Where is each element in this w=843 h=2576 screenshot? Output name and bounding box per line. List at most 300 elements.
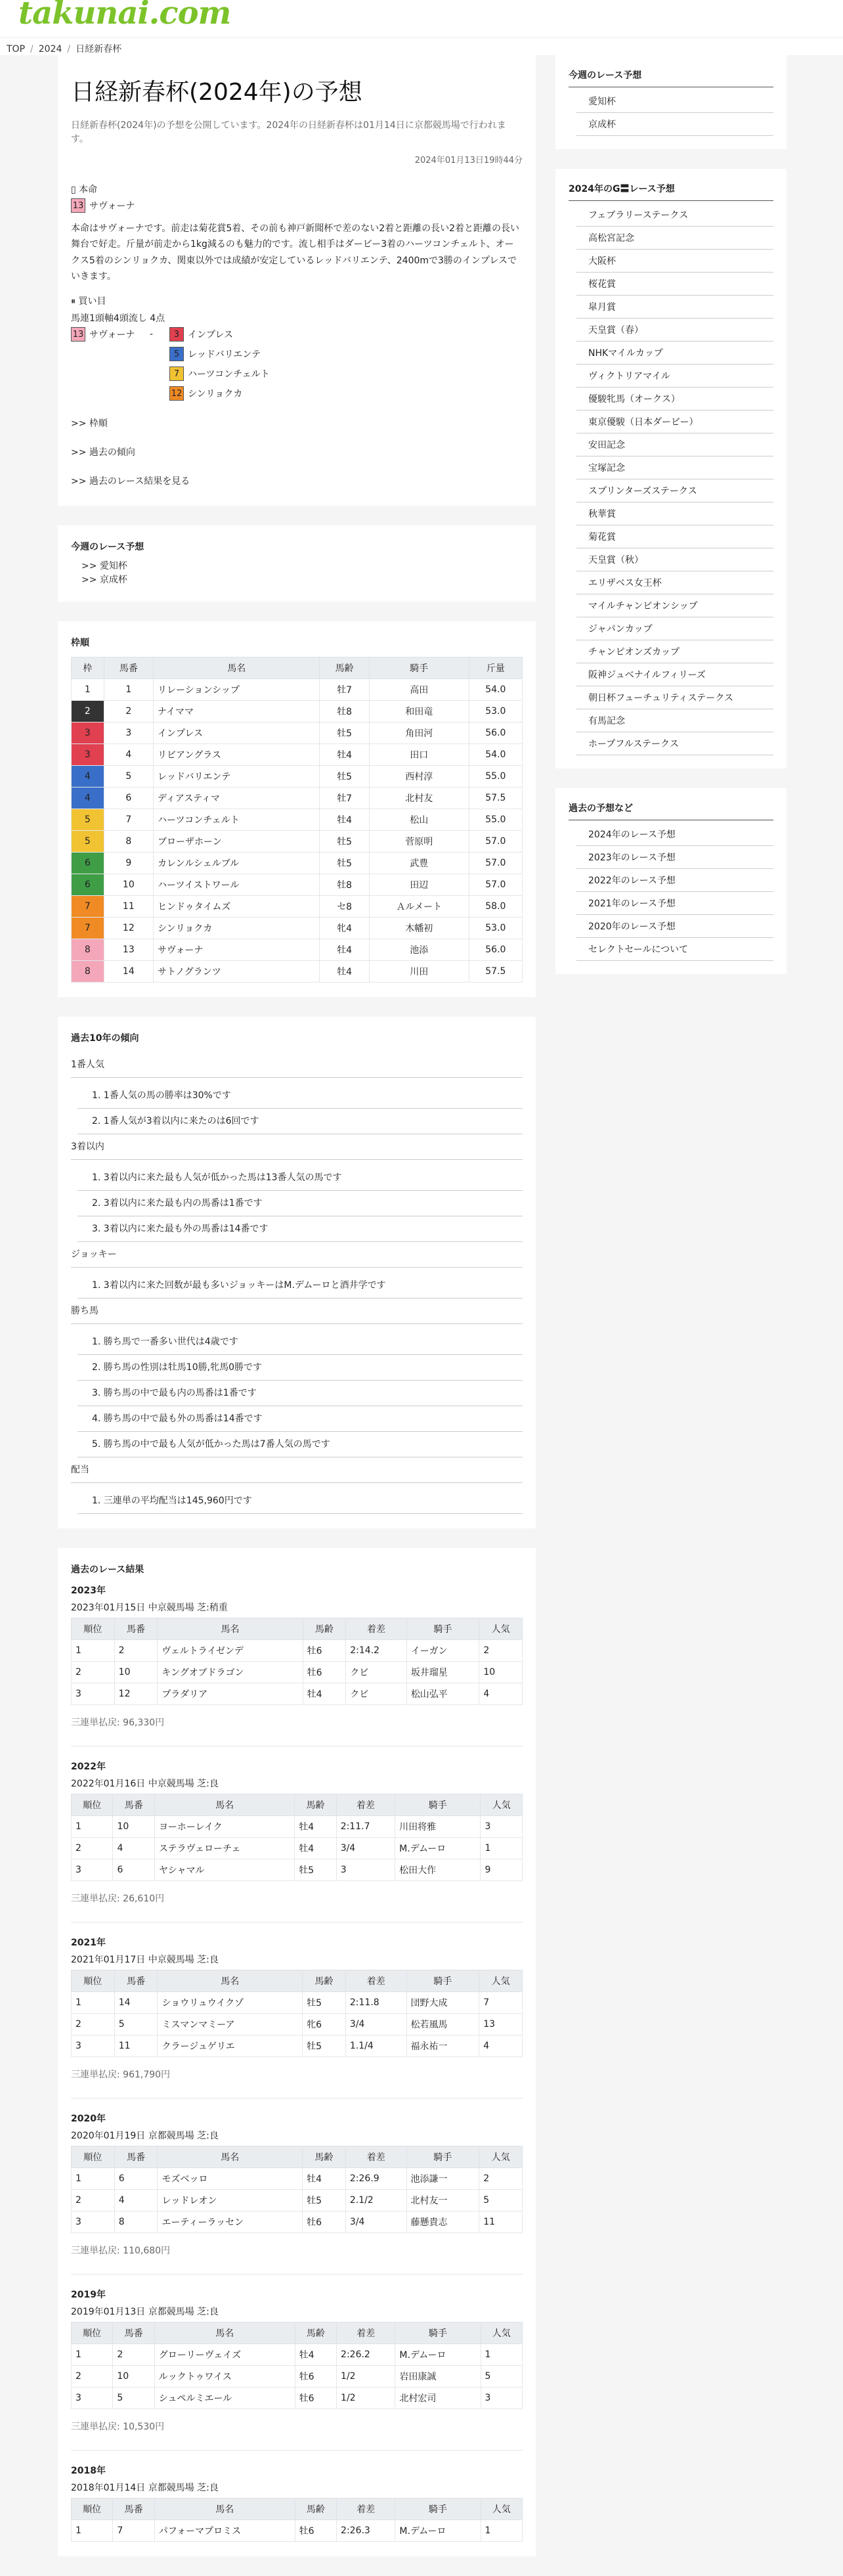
table-cell: 川田 [369,960,469,982]
table-cell: 56.0 [469,722,522,744]
column-header: 騎手 [369,657,469,678]
waku-cell: 3 [72,722,104,744]
column-header: 騎手 [395,1794,481,1815]
table-cell: グローリーヴェイズ [154,2343,295,2365]
table-cell: イーガン [406,1639,479,1661]
table-cell: 福永祐一 [406,2035,479,2056]
kaime-heading: ⏸ 買い目 [71,296,106,307]
table-cell: 松山 [369,809,469,830]
column-header: 馬名 [158,1970,303,1991]
table-cell: 牡5 [320,830,369,852]
column-header: 馬番 [114,1970,158,1991]
column-header: 順位 [72,2498,113,2520]
table-cell[interactable]: カレンルシェルブル [154,852,320,874]
column-header: 馬名 [154,2322,295,2343]
table-cell: 牝4 [320,917,369,939]
column-header: 枠 [72,657,104,678]
sidebar-link[interactable]: NHKマイルカップ [576,342,773,365]
waku-cell: 5 [72,830,104,852]
sidebar-link[interactable]: 2020年のレース予想 [576,915,773,938]
column-header: 馬番 [114,1618,158,1639]
weekly-link-aichi[interactable]: >> 愛知杯 [81,560,127,571]
table-cell: 2:11.7 [336,1815,395,1837]
table-row [72,700,523,722]
table-cell: 4 [113,1837,154,1859]
column-header: 着差 [345,1970,406,1991]
table-cell: エーティーラッセン [158,2211,303,2232]
table-cell: 牝6 [303,2013,346,2035]
table-cell: 牡4 [295,1837,336,1859]
column-header: 騎手 [395,2498,481,2520]
column-header: 馬名 [154,2498,295,2520]
table-cell[interactable]: ディアスティマ [154,787,320,809]
table-cell: 牡6 [295,2520,336,2541]
table-cell: 牡4 [295,2343,336,2365]
table-cell: 団野大成 [406,1991,479,2013]
trend-item: 3. 勝ち馬の中で最も内の馬番は1番です [77,1381,523,1406]
table-cell: 藤懸貴志 [406,2211,479,2232]
lead-text: 日経新春杯(2024年)の予想を公開しています。2024年の日経新春杯は01月14日に京都競馬場で行われます。 [71,120,506,144]
table-cell: ヴェルトライゼンデ [158,1639,303,1661]
table-row [72,787,523,809]
table-cell: 木幡初 [369,917,469,939]
trend-item: 1. 1番人気の馬の勝率は30%です [77,1083,523,1109]
table-cell: 牡5 [320,765,369,787]
table-cell: Ａルメート [369,895,469,917]
sidebar-link[interactable]: 朝日杯フューチュリティステークス [576,686,773,709]
column-header: 騎手 [406,1618,479,1639]
table-cell: 3/4 [345,2211,406,2232]
table-cell[interactable]: レッドバリエンテ [154,765,320,787]
site-header [0,0,843,38]
table-row [72,852,523,874]
table-cell: ステラヴェローチェ [154,1837,294,1859]
column-header: 着差 [336,1794,395,1815]
table-cell: 9 [104,852,153,874]
breadcrumb: TOP / 2024 / 日経新春杯 [0,38,843,55]
table-row [72,874,523,895]
column-header: 順位 [72,1794,113,1815]
waku-cell: 8 [72,939,104,960]
column-header: 馬番 [113,2498,154,2520]
column-header: 着差 [346,1618,407,1639]
table-cell: 池添 [369,939,469,960]
trend-item: 2. 3着以内に来た最も内の馬番は1番です [77,1191,523,1216]
table-cell[interactable]: ハーツイストワール [154,874,320,895]
table-cell: M.デムーロ [395,2520,481,2541]
table-cell: 牡6 [295,2387,336,2409]
table-cell[interactable]: リレーションシップ [154,678,320,700]
link-past-results[interactable]: >> 過去のレース結果を見る [71,476,190,487]
column-header: 人気 [479,1618,523,1639]
column-header: 馬齢 [320,657,369,678]
table-cell: 1/2 [337,2387,395,2409]
sidebar-link[interactable]: セレクトセールについて [576,938,773,961]
table-cell: 6 [104,787,153,809]
table-cell: 2 [72,2013,115,2035]
column-header: 馬番 [114,2146,158,2167]
table-row [72,917,523,939]
table-cell: 4 [114,2189,158,2211]
column-header: 順位 [72,2322,113,2343]
table-cell: 11 [114,2035,158,2056]
kaime-description: 馬連1頭軸4頭流し 4点 [71,313,165,324]
table-cell: 4 [104,744,153,765]
column-header: 騎手 [406,1970,479,1991]
table-row [72,2387,523,2409]
table-cell[interactable]: リビアングラス [154,744,320,765]
partner-horse: 12 シンリョクカ [169,386,301,401]
table-cell: クビ [346,1661,407,1683]
column-header: 馬名 [154,1794,294,1815]
table-cell: 1 [481,2343,522,2365]
column-header: 馬番 [113,1794,154,1815]
table-cell: 14 [114,1991,158,2013]
weekly-link-keisei[interactable]: >> 京成杯 [81,574,127,585]
table-cell: 高田 [369,678,469,700]
trend-category: 3着以内 [71,1134,523,1160]
table-cell: 牡5 [295,1859,336,1880]
table-cell: 13 [104,939,153,960]
table-cell: 5 [481,2365,522,2387]
table-cell: 北村友一 [406,2189,479,2211]
payout: 三連単払戻: 26,610円 [71,1892,523,1922]
publish-date: 2024年01月13日19時44分 [414,155,523,166]
result-year: 2023年 [71,1585,106,1596]
table-cell: モズベッロ [158,2167,303,2189]
waku-cell: 1 [72,678,104,700]
table-cell[interactable]: シンリョクカ [154,917,320,939]
partner-horse: 5 レッドバリエンテ [169,347,301,361]
trend-item: 1. 3着以内に来た回数が最も多いジョッキーはM.デムーロと酒井学です [77,1273,523,1299]
table-cell: クビ [346,1683,407,1704]
breadcrumb-top[interactable]: TOP [7,44,26,55]
trend-item: 5. 勝ち馬の中で最も人気が低かった馬は7番人気の馬です [77,1432,523,1457]
table-cell: 牡7 [320,678,369,700]
column-header: 馬番 [104,657,153,678]
table-cell: 2 [72,1837,113,1859]
race-info: 2020年01月19日 京都競馬場 芝:良 [71,2130,219,2141]
table-cell: 牡5 [320,852,369,874]
table-cell: 坂井瑠星 [406,1661,479,1683]
table-cell: シュペルミエール [154,2387,295,2409]
column-header: 人気 [479,1970,523,1991]
table-row [72,2211,523,2232]
waku-cell: 6 [72,852,104,874]
table-cell: 3 [481,1815,523,1837]
table-cell: 牡6 [303,1661,346,1683]
table-cell: 4 [479,1683,523,1704]
payout: 三連単払戻: 96,330円 [71,1716,523,1746]
sidebar-link[interactable]: チャンピオンズカップ [576,640,773,663]
result-table [71,2498,523,2542]
result-year: 2018年 [71,2465,106,2476]
table-cell: 5 [104,765,153,787]
table-cell[interactable]: サヴォーナ [154,939,320,960]
table-cell: 2 [114,1639,158,1661]
result-year: 2019年 [71,2289,106,2300]
link-trends[interactable]: >> 過去の傾向 [71,447,135,458]
table-cell: 2:26.3 [337,2520,395,2541]
main-column [58,55,536,2576]
table-row [72,1991,523,2013]
trend-item: 1. 三連単の平均配当は145,960円です [77,1488,523,1514]
table-cell: 2 [113,2343,154,2365]
table-cell: 1 [481,1837,523,1859]
table-cell: 牡5 [303,1991,346,2013]
sidebar-link[interactable]: 京成杯 [576,113,773,136]
column-header: 着差 [337,2322,395,2343]
table-cell: 14 [104,960,153,982]
table-cell: 田口 [369,744,469,765]
race-info: 2019年01月13日 京都競馬場 芝:良 [71,2306,219,2317]
table-cell: 6 [114,2167,158,2189]
table-cell: 松若風馬 [406,2013,479,2035]
column-header: 人気 [479,2146,523,2167]
table-cell: 角田河 [369,722,469,744]
table-cell[interactable]: ブローザホーン [154,830,320,852]
table-cell: 54.0 [469,678,522,700]
table-cell: 6 [113,1859,154,1880]
table-cell: 牡6 [295,2365,336,2387]
sidebar-link[interactable]: ホープフルステークス [576,732,773,755]
table-row [72,960,523,982]
table-cell[interactable]: サトノグランツ [154,960,320,982]
payout: 三連単払戻: 110,680円 [71,2244,523,2275]
sidebar-link[interactable]: 宝塚記念 [576,456,773,479]
table-cell: 7 [113,2520,154,2541]
table-cell: 牡4 [303,2167,346,2189]
table-cell: 2:14.2 [346,1639,407,1661]
result-table [71,2146,523,2233]
table-cell: 牡8 [320,700,369,722]
table-cell: 2:26.2 [337,2343,395,2365]
sidebar-link[interactable]: 桜花賞 [576,273,773,296]
column-header: 騎手 [395,2322,481,2343]
column-header: 馬齢 [295,1794,336,1815]
sidebar-link[interactable]: 菊花賞 [576,525,773,548]
table-cell: 7 [479,1991,523,2013]
sidebar-link[interactable]: 有馬記念 [576,709,773,732]
table-row [72,2167,523,2189]
table-cell: 和田竜 [369,700,469,722]
sidebar-link[interactable]: マイルチャンピオンシップ [576,594,773,617]
table-cell: 3 [72,2211,115,2232]
sidebar-link[interactable]: 2021年のレース予想 [576,892,773,915]
table-cell: 菅原明 [369,830,469,852]
sidebar-link[interactable]: 2024年のレース予想 [576,823,773,846]
table-cell: 12 [104,917,153,939]
table-cell: 7 [104,809,153,830]
column-header: 馬齢 [295,2322,336,2343]
table-cell: 牡4 [320,939,369,960]
sidebar-link[interactable]: 優駿牝馬（オークス） [576,388,773,411]
table-cell: レッドレオン [158,2189,303,2211]
column-header: 着差 [337,2498,395,2520]
table-cell: 1 [72,1815,113,1837]
sidebar-link[interactable]: 東京優駿（日本ダービー） [576,411,773,433]
table-cell: 牡5 [320,722,369,744]
column-header: 馬齢 [303,2146,346,2167]
table-row [72,678,523,700]
table-row [72,1639,523,1661]
trends-title: 過去10年の傾向 [71,1033,139,1044]
sidebar-link[interactable]: ジャパンカップ [576,617,773,640]
table-cell: 2 [72,2365,113,2387]
table-cell: 10 [114,1661,158,1683]
breadcrumb-current: 日経新春杯 [76,44,122,55]
table-cell: 1 [72,2167,115,2189]
table-row [72,939,523,960]
table-cell: 1 [481,2520,522,2541]
column-header: 順位 [72,2146,115,2167]
table-cell: 13 [479,2013,523,2035]
table-cell: ショウリュウイクゾ [158,1991,303,2013]
table-cell[interactable]: ナイママ [154,700,320,722]
sidebar-link[interactable]: 2022年のレース予想 [576,869,773,892]
table-cell: 58.0 [469,895,522,917]
table-row [72,2013,523,2035]
table-cell: 53.0 [469,917,522,939]
trends-card [58,1017,536,1528]
table-cell: 岩田康誠 [395,2365,481,2387]
table-cell: 1 [72,2520,113,2541]
column-header: 着差 [345,2146,406,2167]
table-cell: 55.0 [469,765,522,787]
table-cell: 1 [72,1639,115,1661]
result-table [71,1618,523,1705]
sidebar-link[interactable]: ヴィクトリアマイル [576,365,773,388]
table-cell: 3 [72,2387,113,2409]
sidebar-g1 [555,169,787,768]
result-year: 2022年 [71,1761,106,1772]
table-cell: 川田将雅 [395,1815,481,1837]
waku-cell: 8 [72,960,104,982]
sidebar-link[interactable]: 皐月賞 [576,296,773,319]
table-cell: 10 [104,874,153,895]
waku-cell: 3 [72,744,104,765]
table-cell: 57.0 [469,830,522,852]
table-cell: 1.1/4 [345,2035,406,2056]
table-row [72,2343,523,2365]
table-cell: 2 [479,1639,523,1661]
table-cell[interactable]: ハーツコンチェルト [154,809,320,830]
sidebar-link[interactable]: 天皇賞（春） [576,319,773,342]
sidebar-past-title: 過去の予想など [569,801,773,820]
table-cell: 3/4 [345,2013,406,2035]
table-cell[interactable]: ヒンドゥタイムズ [154,895,320,917]
sidebar-link[interactable]: 愛知杯 [576,90,773,113]
table-row [72,1859,523,1880]
sidebar-link[interactable]: 秋華賞 [576,502,773,525]
kaime-grid: 13 サヴォーナ - 3 インプレス 5 レッドバリエンテ 7 ハーツコンチェルト 12 シンリョクカ [71,327,523,401]
table-cell: 9 [481,1859,523,1880]
table-cell: 1 [72,1991,115,2013]
sidebar-link[interactable]: 安田記念 [576,433,773,456]
race-info: 2023年01月15日 中京競馬場 芝:稍重 [71,1602,228,1613]
sidebar-link[interactable]: 高松宮記念 [576,227,773,250]
sidebar-link[interactable]: 天皇賞（秋） [576,548,773,571]
column-header: 騎手 [406,2146,479,2167]
column-header: 馬名 [154,657,320,678]
table-cell[interactable]: インプレス [154,722,320,744]
race-info: 2018年01月14日 京都競馬場 芝:良 [71,2482,219,2493]
sidebar-link[interactable]: フェブラリーステークス [576,204,773,227]
trend-item: 1. 勝ち馬で一番多い世代は4歳です [77,1329,523,1355]
result-table [71,1970,523,2057]
table-cell: ルックトゥワイス [154,2365,295,2387]
column-header: 人気 [481,2498,522,2520]
table-cell: パフォーマプロミス [154,2520,295,2541]
table-cell: 56.0 [469,939,522,960]
table-cell: 1 [72,2343,113,2365]
sidebar-link[interactable]: スプリンターズステークス [576,479,773,502]
horse-name: サヴォーナ [89,200,135,211]
column-header: 人気 [481,2322,522,2343]
table-cell: 5 [479,2189,523,2211]
sidebar-link[interactable]: 大阪杯 [576,250,773,273]
table-cell: M.デムーロ [395,2343,481,2365]
waku-cell: 7 [72,917,104,939]
weekly-box [58,525,536,602]
table-cell: 57.0 [469,874,522,895]
trend-category: 1番人気 [71,1052,523,1078]
table-cell: 2 [72,1661,115,1683]
sidebar-link[interactable]: エリザベス女王杯 [576,571,773,594]
table-cell: 11 [479,2211,523,2232]
table-cell: 10 [479,1661,523,1683]
table-cell: 57.5 [469,787,522,809]
table-cell: 10 [113,1815,154,1837]
column-header: 馬名 [158,2146,303,2167]
table-cell: 牡4 [320,809,369,830]
table-cell: 3 [336,1859,395,1880]
table-cell: 5 [113,2387,154,2409]
table-cell: 10 [113,2365,154,2387]
table-cell: 牡7 [320,787,369,809]
honmei-heading: ▯ 本命 [71,184,98,195]
table-cell: 4 [479,2035,523,2056]
table-cell: 2:26.9 [345,2167,406,2189]
link-entries[interactable]: >> 枠順 [71,418,108,429]
sidebar-link[interactable]: 2023年のレース予想 [576,846,773,869]
table-cell: 牡5 [303,2189,346,2211]
table-cell: 57.5 [469,960,522,982]
table-row [72,2035,523,2056]
table-cell: 3 [104,722,153,744]
table-cell: 53.0 [469,700,522,722]
entries-title: 枠順 [71,637,89,648]
sidebar-past [555,788,787,974]
table-row [72,2189,523,2211]
breadcrumb-year[interactable]: 2024 [38,44,62,55]
sidebar-g1-title: 2024年のG〓レース予想 [569,182,773,201]
partner-horse: 3 インプレス [169,327,301,342]
table-cell: 牡4 [320,960,369,982]
trend-item: 1. 3着以内に来た最も人気が低かった馬は13番人気の馬です [77,1165,523,1191]
column-header: 人気 [481,1794,523,1815]
table-cell: 1 [104,678,153,700]
column-header: 馬番 [113,2322,154,2343]
sidebar-weekly-title: 今週のレース予想 [569,68,773,87]
sidebar-link[interactable]: 阪神ジュベナイルフィリーズ [576,663,773,686]
site-logo[interactable]: takunai.com [18,0,231,32]
table-row [72,809,523,830]
weekly-box-title: 今週のレース予想 [71,541,144,552]
table-cell: 3/4 [336,1837,395,1859]
table-row [72,744,523,765]
waku-cell: 2 [72,700,104,722]
